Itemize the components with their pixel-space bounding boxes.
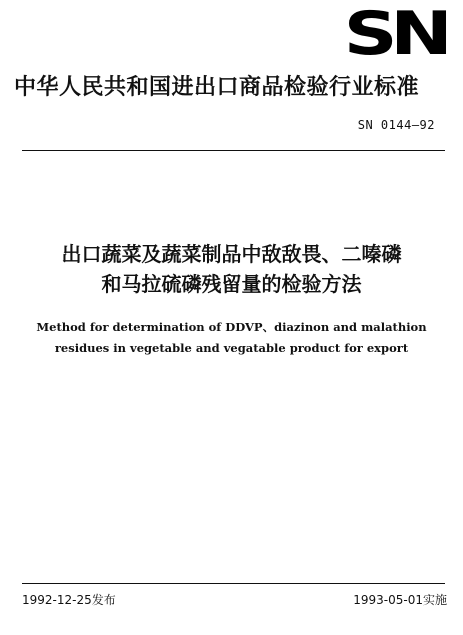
top-divider [22, 150, 445, 151]
document-title-line-1: 出口蔬菜及蔬菜制品中敌敌畏、二嗪磷 [61, 242, 402, 266]
english-title-line-1: Method for determination of DDVP、diazinon and malathion [36, 320, 427, 334]
issue-date: 1992-12-25发布 [22, 593, 116, 607]
standard-number: SN 0144—92 [357, 118, 435, 132]
sn-logo: SN [343, 0, 445, 69]
implementation-date: 1993-05-01实施 [353, 593, 447, 607]
standard-category-title: 中华人民共和国进出口商品检验行业标准 [14, 75, 420, 100]
bottom-divider [22, 583, 445, 584]
document-title-line-2: 和马拉硫磷残留量的检验方法 [101, 272, 362, 296]
english-title-line-2: residues in vegetable and vegatable product for export [54, 341, 409, 355]
